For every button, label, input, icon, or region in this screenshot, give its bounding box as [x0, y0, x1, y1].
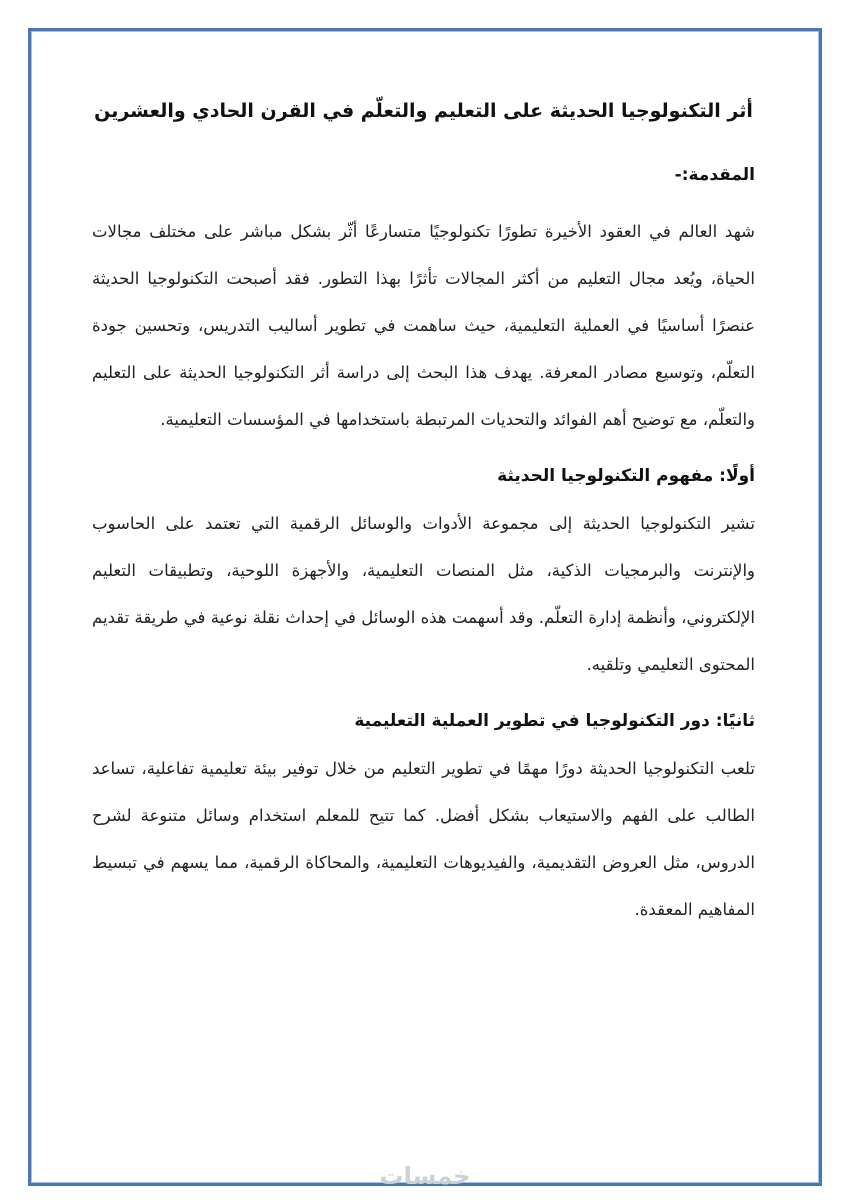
khamsat-watermark: خمسات: [379, 1162, 471, 1190]
document-content: [92, 96, 755, 943]
section-2-body: تلعب التكنولوجيا الحديثة دورًا مهمًا في تطوير التعليم من خلال توفير بيئة تعليمية تفاعلية، تساعد الطالب على الفهم والاستيعاب بشكل أفضل. كما تتيح للمعلم استخدام وسائل متنوعة لشرح الدروس، مثل العروض التقديمية، والفيديوهات التعليمية، والمحاكاة الرقمية، مما يسهم في تبسيط المفاهيم المعقدة.: [92, 759, 755, 919]
document-title: أثر التكنولوجيا الحديثة على التعليم والتعلّم في القرن الحادي والعشرين: [94, 100, 753, 122]
intro-label: المقدمة:-: [674, 165, 755, 185]
section-2-heading: ثانيًا: دور التكنولوجيا في تطوير العملية التعليمية: [354, 711, 755, 731]
section-1-heading: أولًا: مفهوم التكنولوجيا الحديثة: [497, 466, 755, 486]
intro-paragraph: شهد العالم في العقود الأخيرة تطورًا تكنولوجيًا متسارعًا أثّر بشكل مباشر على مختلف مجالات الحياة، ويُعد مجال التعليم من أكثر المجالات تأثرًا بهذا التطور. فقد أصبحت التكنولوجيا الحديثة عنصرًا أساسيًا في العملية التعليمية، حيث ساهمت في تطوير أساليب التدريس، وتحسين جودة التعلّم، وتوسيع مصادر المعرفة. يهدف هذا البحث إلى دراسة أثر التكنولوجيا الحديثة على التعليم والتعلّم، مع توضيح أهم الفوائد والتحديات المرتبطة باستخدامها في المؤسسات التعليمية.: [92, 222, 755, 429]
section-1-body: تشير التكنولوجيا الحديثة إلى مجموعة الأدوات والوسائل الرقمية التي تعتمد على الحاسوب والإنترنت والبرمجيات الذكية، مثل المنصات التعليمية، والأجهزة اللوحية، وتطبيقات التعليم الإلكتروني، وأنظمة إدارة التعلّم. وقد أسهمت هذه الوسائل في إحداث نقلة نوعية في طريقة تقديم المحتوى التعليمي وتلقيه.: [92, 514, 755, 674]
